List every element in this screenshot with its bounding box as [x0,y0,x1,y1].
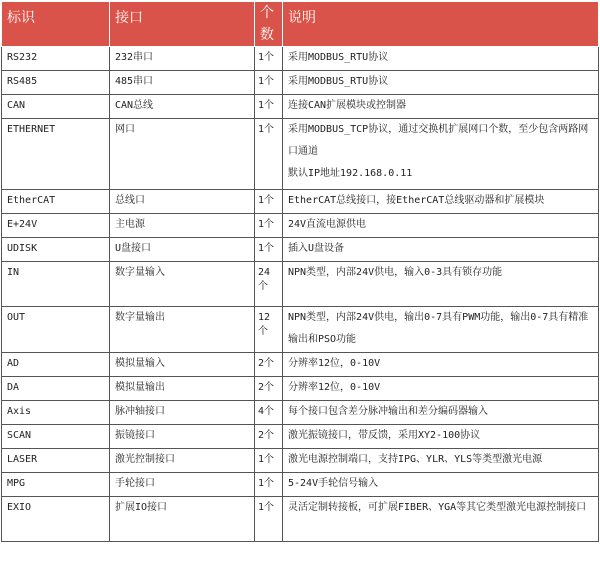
cell-count: 1个 [255,119,283,190]
table-row [2,307,599,353]
table-row [2,353,599,377]
cell-count: 24个 [255,262,283,307]
cell-id: EXIO [2,497,110,542]
table-row [2,95,599,119]
cell-id: E+24V [2,214,110,238]
header-interface: 接口 [110,2,255,47]
cell-id: RS232 [2,47,110,71]
cell-interface: 扩展IO接口 [110,497,255,542]
cell-description [283,119,599,190]
table-row [2,47,599,71]
cell-description: 灵活定制转接板，可扩展FIBER、YGA等其它类型激光电源控制接口 [283,497,599,542]
cell-interface: 模拟量输出 [110,377,255,401]
cell-description: 24V直流电源供电 [283,214,599,238]
cell-id: RS485 [2,71,110,95]
cell-id: ETHERNET [2,119,110,190]
cell-interface: 手轮接口 [110,473,255,497]
cell-id: LASER [2,449,110,473]
cell-count: 1个 [255,449,283,473]
cell-interface: U盘接口 [110,238,255,262]
table-row [2,377,599,401]
cell-interface: 激光控制接口 [110,449,255,473]
cell-count: 1个 [255,238,283,262]
cell-description: 分辨率12位，0-10V [283,377,599,401]
cell-description: 采用MODBUS_RTU协议 [283,71,599,95]
cell-description: NPN类型，内部24V供电，输出0-7具有PWM功能，输出0-7具有精准输出和PSO功能 [283,307,599,353]
cell-description: 采用MODBUS_RTU协议 [283,47,599,71]
table-row [2,401,599,425]
cell-interface: 振镜接口 [110,425,255,449]
table-row [2,497,599,542]
cell-id: CAN [2,95,110,119]
cell-id: OUT [2,307,110,353]
cell-id: AD [2,353,110,377]
table-row [2,119,599,190]
cell-description: EtherCAT总线接口，接EtherCAT总线驱动器和扩展模块 [283,190,599,214]
cell-description: 激光振镜接口，带反馈，采用XY2-100协议 [283,425,599,449]
cell-id: EtherCAT [2,190,110,214]
cell-count: 1个 [255,497,283,542]
cell-description: 5-24V手轮信号输入 [283,473,599,497]
table-row [2,262,599,307]
cell-count: 1个 [255,190,283,214]
cell-description: 每个接口包含差分脉冲输出和差分编码器输入 [283,401,599,425]
cell-count: 4个 [255,401,283,425]
cell-count: 1个 [255,214,283,238]
cell-interface: 总线口 [110,190,255,214]
table-row [2,190,599,214]
default-ip-note: 默认IP地址192.168.0.11 [288,168,413,179]
cell-interface: 数字量输出 [110,307,255,353]
cell-description: 分辨率12位，0-10V [283,353,599,377]
cell-count: 1个 [255,473,283,497]
cell-description: 插入U盘设备 [283,238,599,262]
cell-description: 连接CAN扩展模块或控制器 [283,95,599,119]
cell-id: MPG [2,473,110,497]
table-row [2,238,599,262]
table-row [2,473,599,497]
cell-count: 1个 [255,95,283,119]
interface-spec-table [1,1,599,542]
cell-count: 1个 [255,71,283,95]
cell-interface: CAN总线 [110,95,255,119]
cell-id: DA [2,377,110,401]
header-id: 标识 [2,2,110,47]
cell-count: 12个 [255,307,283,353]
cell-interface: 网口 [110,119,255,190]
table-row [2,214,599,238]
cell-interface: 数字量输入 [110,262,255,307]
cell-count: 1个 [255,47,283,71]
cell-interface: 脉冲轴接口 [110,401,255,425]
table-row [2,71,599,95]
table-header-row [2,2,599,47]
cell-count: 2个 [255,353,283,377]
cell-id: UDISK [2,238,110,262]
header-count: 个数 [255,2,283,47]
cell-interface: 主电源 [110,214,255,238]
table-row [2,449,599,473]
cell-interface: 232串口 [110,47,255,71]
table-row [2,425,599,449]
cell-count: 2个 [255,377,283,401]
header-description: 说明 [283,2,599,47]
cell-interface: 485串口 [110,71,255,95]
cell-id: IN [2,262,110,307]
cell-count: 2个 [255,425,283,449]
cell-id: SCAN [2,425,110,449]
cell-description: NPN类型，内部24V供电，输入0-3具有锁存功能 [283,262,599,307]
description-line: 采用MODBUS_TCP协议，通过交换机扩展网口个数，至少包含两路网口通道 [288,124,589,157]
cell-description: 激光电源控制端口，支持IPG、YLR、YLS等类型激光电源 [283,449,599,473]
cell-interface: 模拟量输入 [110,353,255,377]
cell-id: Axis [2,401,110,425]
